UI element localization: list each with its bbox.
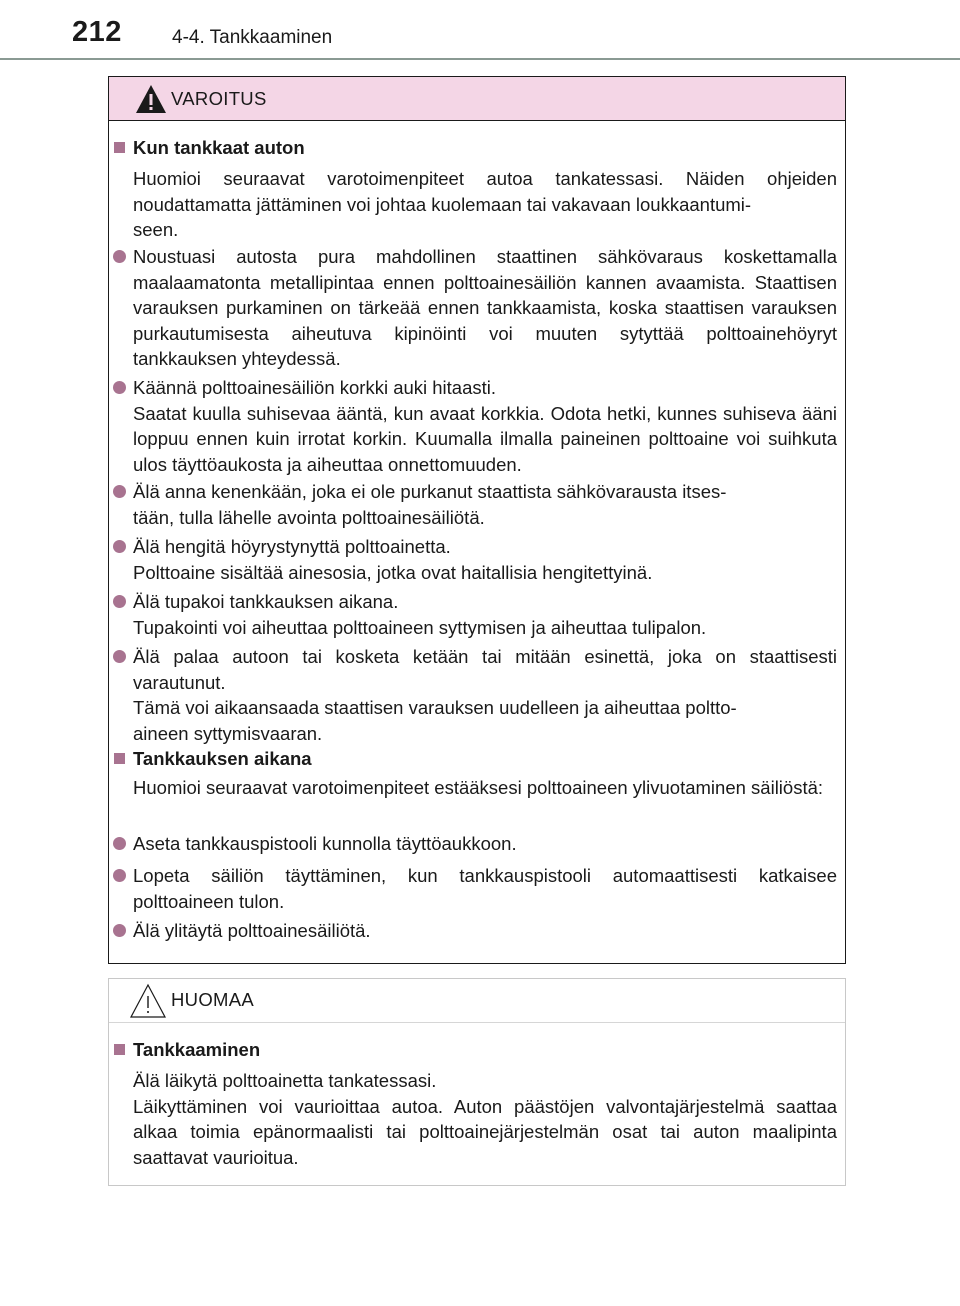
notice-text: Älä läikytä polttoainetta tankatessasi. Läikyttäminen voi vaurioittaa autoa. Auton päästöjen valvontajärjestelmä saattaa alkaa toimia epänormaalisti tai polttoainejärjestelmän osat tai auton maalipinta saattavat vaurioitua. (133, 1070, 837, 1168)
bullet-dot-icon (113, 837, 126, 850)
list-item: Käännä polttoainesäiliön korkki auki hitaasti. Saatat kuulla suhisevaa ääntä, kun avaat korkkia. Odota hetki, kunnes suhiseva ääni loppuu ennen kuin irrotat korkin. Kuumalla ilmalla paineinen polttoaine voi suihkuta ulos täyttöaukosta ja aiheuttaa onnettomuuden. (133, 375, 837, 477)
list-item: Älä anna kenenkään, joka ei ole purkanut staattista sähkövarausta itses- tään, tulla lähelle avointa polttoainesäiliötä. (133, 479, 837, 530)
section-title: 4-4. Tankkaaminen (172, 27, 333, 48)
page-header (0, 0, 960, 62)
bullet-dot-icon (113, 595, 126, 608)
warning-title: VAROITUS (171, 88, 267, 109)
bullet-dot-icon (113, 869, 126, 882)
list-item: Älä tupakoi tankkauksen aikana. Tupakointi voi aiheuttaa polttoaineen syttymisen ja aiheuttaa tulipalon. (133, 589, 837, 640)
section-intro: Huomioi seuraavat varotoimenpiteet autoa tankatessasi. Näiden ohjeiden noudattamatta jättäminen voi johtaa kuolemaan tai vakavaan loukkaantumi- seen. (133, 168, 837, 240)
header-divider (0, 58, 960, 60)
bullet-dot-icon (113, 250, 126, 263)
warning-box-header (109, 77, 845, 121)
section-heading: Tankkauksen aikana (114, 746, 312, 772)
page-number: 212 (72, 16, 122, 48)
warning-box (108, 76, 846, 964)
list-item: Noustuasi autosta pura mahdollinen staattinen sähkövaraus koskettamalla maalaamatonta metallipintaa ennen polttoainesäiliön kannen avaamista. Staattisen varauksen purkaminen on tärkeää ennen tankkaamista, koska staattisen varauksen purkautumisesta aiheutuva kipinöinti voi muuten sytyttää polttoainehöyryt tankkauksen yhteydessä. (133, 244, 837, 372)
notice-box (108, 978, 846, 1186)
notice-title: HUOMAA (171, 989, 254, 1010)
list-item: Älä hengitä höyrystynyttä polttoainetta. Polttoaine sisältää ainesosia, jotka ovat haitallisia hengitettyinä. (133, 534, 837, 585)
bullet-dot-icon (113, 650, 126, 663)
warning-triangle-icon (135, 84, 167, 114)
bullet-dot-icon (113, 924, 126, 937)
list-item: Älä palaa autoon tai kosketa ketään tai mitään esinettä, joka on staattisesti varautunut. Tämä voi aikaansaada staattisen varauksen uudelleen ja aiheuttaa poltto- aineen syttymisvaaran. (133, 644, 837, 746)
square-bullet-icon (114, 1044, 125, 1055)
section-heading: Kun tankkaat auton (114, 135, 305, 161)
bullet-dot-icon (113, 540, 126, 553)
notice-box-header (109, 979, 845, 1023)
square-bullet-icon (114, 142, 125, 153)
bullet-dot-icon (113, 485, 126, 498)
list-item: Älä ylitäytä polttoainesäiliötä. (133, 918, 837, 944)
section-intro: Huomioi seuraavat varotoimenpiteet estääksesi polttoaineen ylivuotaminen säiliöstä: (133, 777, 824, 798)
list-item: Lopeta säiliön täyttäminen, kun tankkauspistooli automaattisesti katkaisee polttoaineen tulon. (133, 863, 837, 914)
notice-heading: Tankkaaminen (114, 1037, 260, 1063)
bullet-dot-icon (113, 381, 126, 394)
list-item: Aseta tankkauspistooli kunnolla täyttöaukkoon. (133, 831, 837, 857)
square-bullet-icon (114, 753, 125, 764)
caution-triangle-icon (129, 983, 167, 1019)
